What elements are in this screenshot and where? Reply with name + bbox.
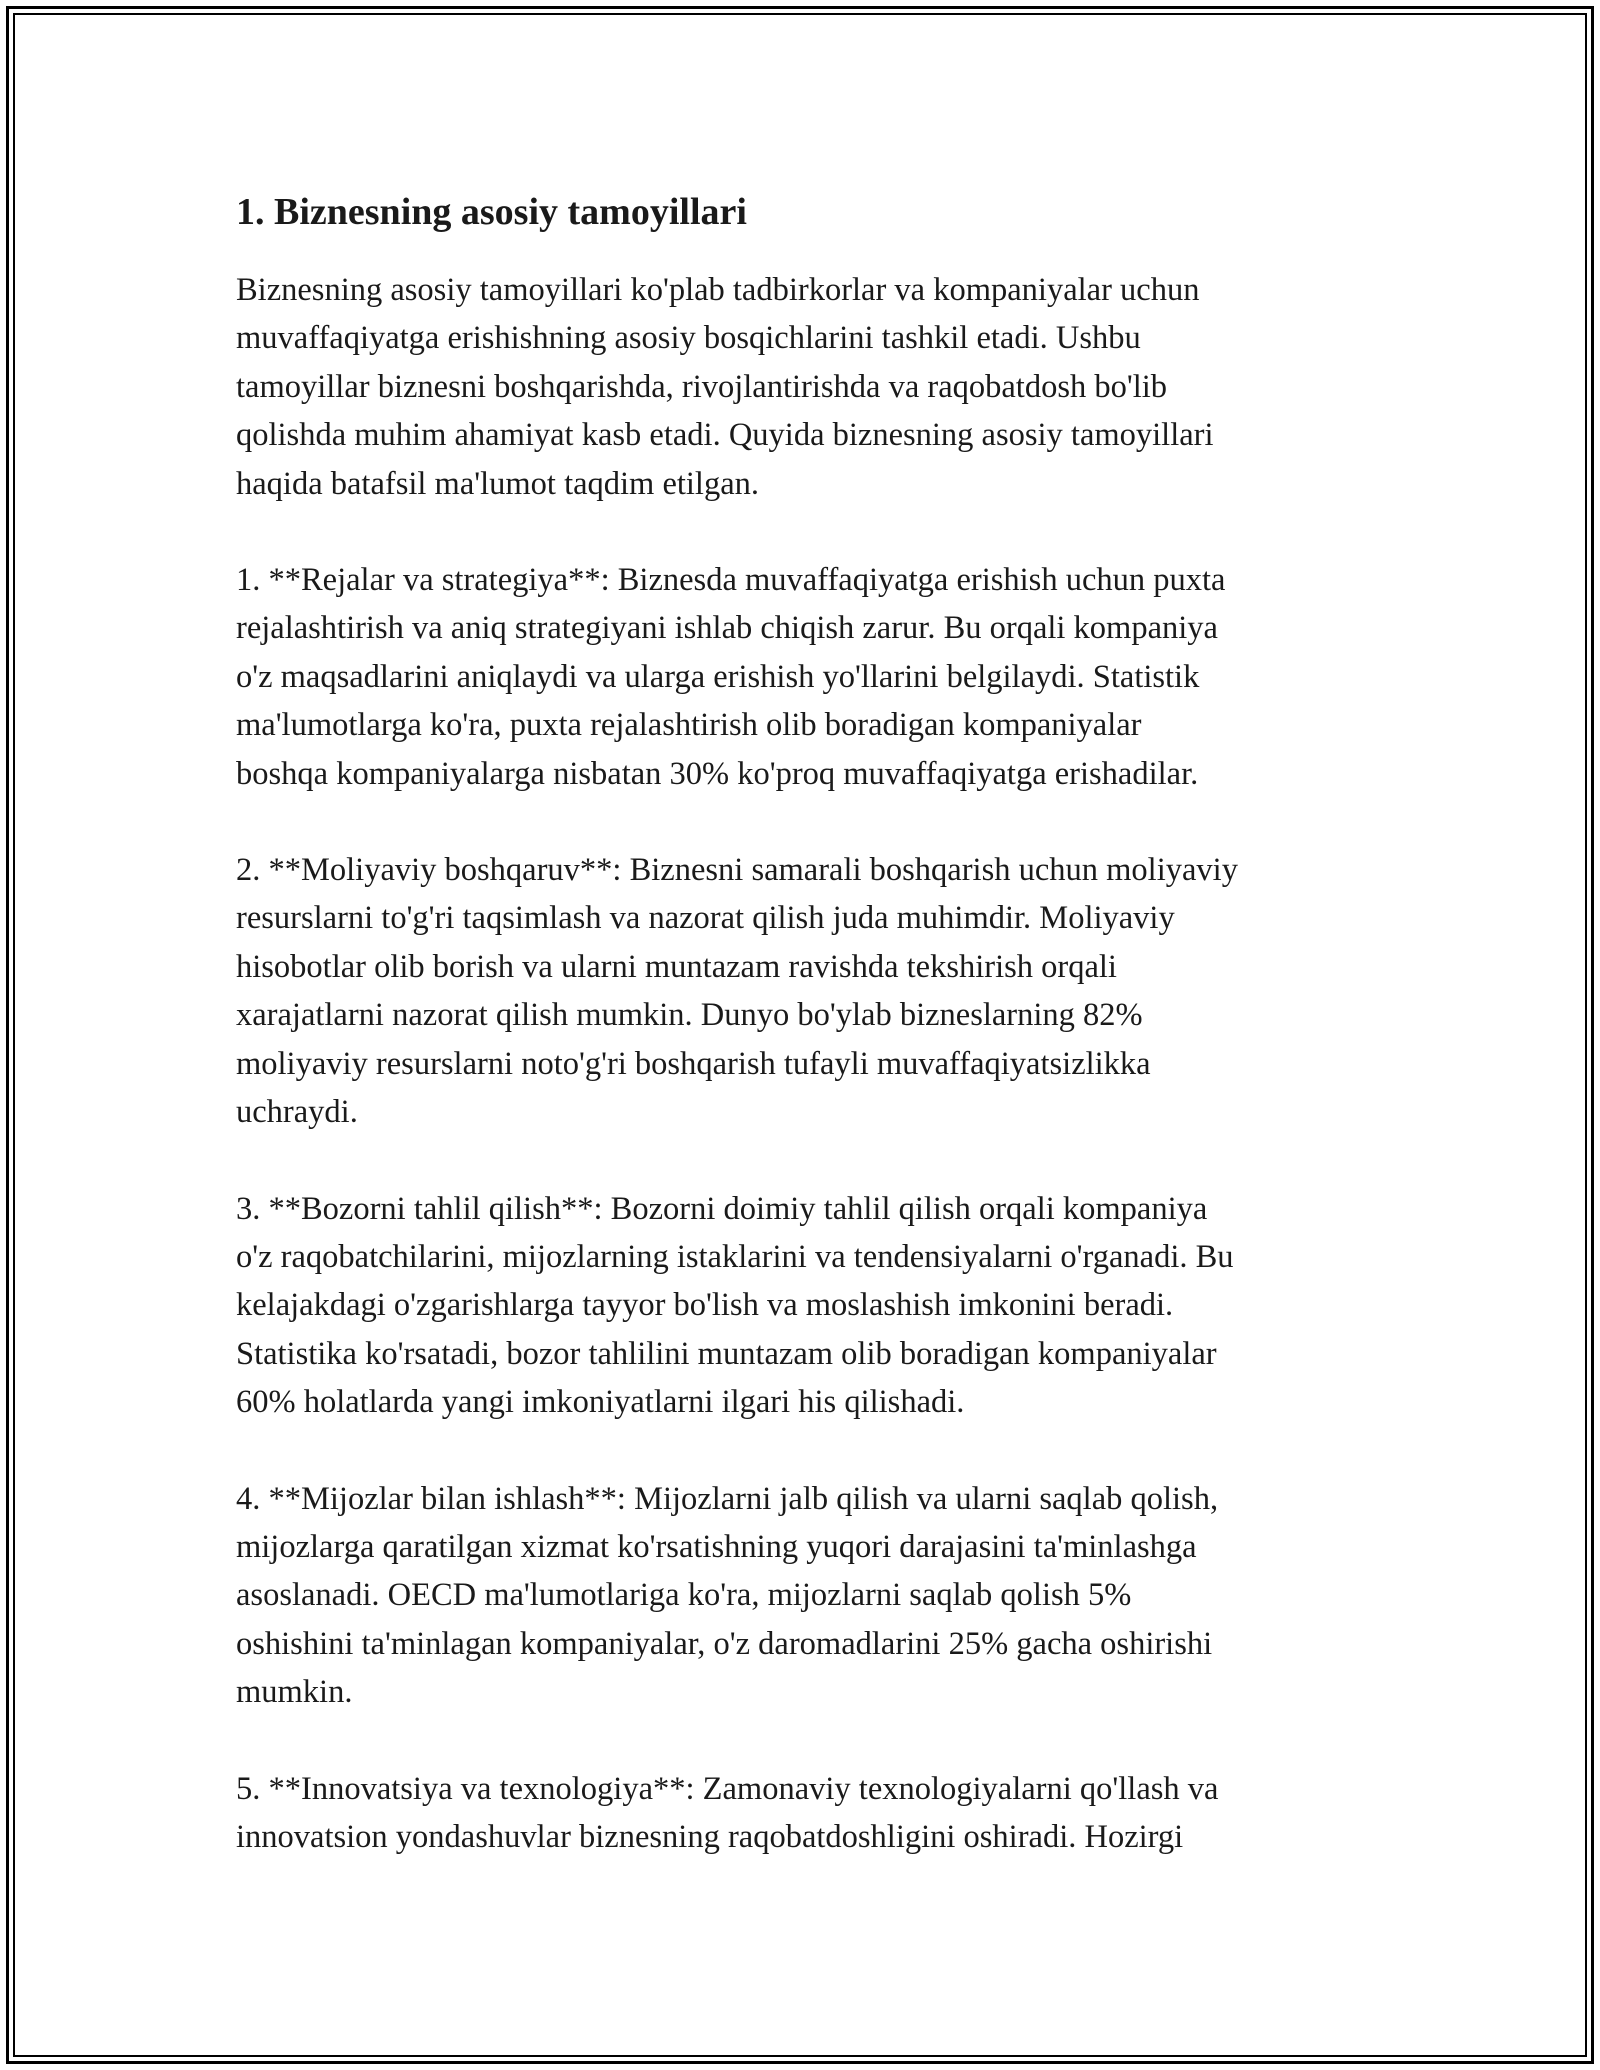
- principle-market-analysis: 3. **Bozorni tahlil qilish**: Bozorni doimiy tahlil qilish orqali kompaniya o'z raqobatchilarini, mijozlarning istaklarini va tendensiyalarni o'rganadi. Bu kelajakdagi o'zgarishlarga tayyor bo'lish va moslashish imkonini beradi. Statistika ko'rsatadi, bozor tahlilini muntazam olib boradigan kompaniyalar 60% holatlarda yangi imkoniyatlarni ilgari his qilishadi.: [236, 1190, 1234, 1421]
- section-heading: 1. Biznesning asosiy tamoyillari: [236, 191, 747, 233]
- principle-customer-relations: 4. **Mijozlar bilan ishlash**: Mijozlarni jalb qilish va ularni saqlab qolish, mijozlarga qaratilgan xizmat ko'rsatishning yuqori darajasini ta'minlashga asoslanadi. OECD ma'lumotlariga ko'ra, mijozlarni saqlab qolish 5% oshishini ta'minlagan kompaniyalar, o'z daromadlarini 25% gacha oshirishi mumkin.: [236, 1480, 1219, 1711]
- principle-financial-management: 2. **Moliyaviy boshqaruv**: Biznesni samarali boshqarish uchun moliyaviy resurslarni to'g'ri taqsimlash va nazorat qilish juda muhimdir. Moliyaviy hisobotlar olib borish va ularni muntazam ravishda tekshirish orqali xarajatlarni nazorat qilish mumkin. Dunyo bo'ylab bizneslarning 82% moliyaviy resurslarni noto'g'ri boshqarish tufayli muvaffaqiyatsizlikka uchraydi.: [236, 852, 1238, 1131]
- intro-paragraph: Biznesning asosiy tamoyillari ko'plab tadbirkorlar va kompaniyalar uchun muvaffaqiyatga erishishning asosiy bosqichlarini tashkil etadi. Ushbu tamoyillar biznesni boshqarishda, rivojlantirishda va raqobatdosh bo'lib qolishda muhim ahamiyat kasb etadi. Quyida biznesning asosiy tamoyillari haqida batafsil ma'lumot taqdim etilgan.: [236, 272, 1214, 502]
- principle-plans-strategy: 1. **Rejalar va strategiya**: Biznesda muvaffaqiyatga erishish uchun puxta rejalashtirish va aniq strategiyani ishlab chiqish zarur. Bu orqali kompaniya o'z maqsadlarini aniqlaydi va ularga erishish yo'llarini belgilaydi. Statistik ma'lumotlarga ko'ra, puxta rejalashtirish olib boradigan kompaniyalar boshqa kompaniyalarga nisbatan 30% ko'proq muvaffaqiyatga erishadilar.: [236, 562, 1226, 792]
- document-body: [236, 188, 1376, 1909]
- principle-innovation-technology: 5. **Innovatsiya va texnologiya**: Zamonaviy texnologiyalarni qo'llash va innovatsion yondashuvlar biznesning raqobatdoshligini oshiradi. Hozirgi: [236, 1770, 1219, 1855]
